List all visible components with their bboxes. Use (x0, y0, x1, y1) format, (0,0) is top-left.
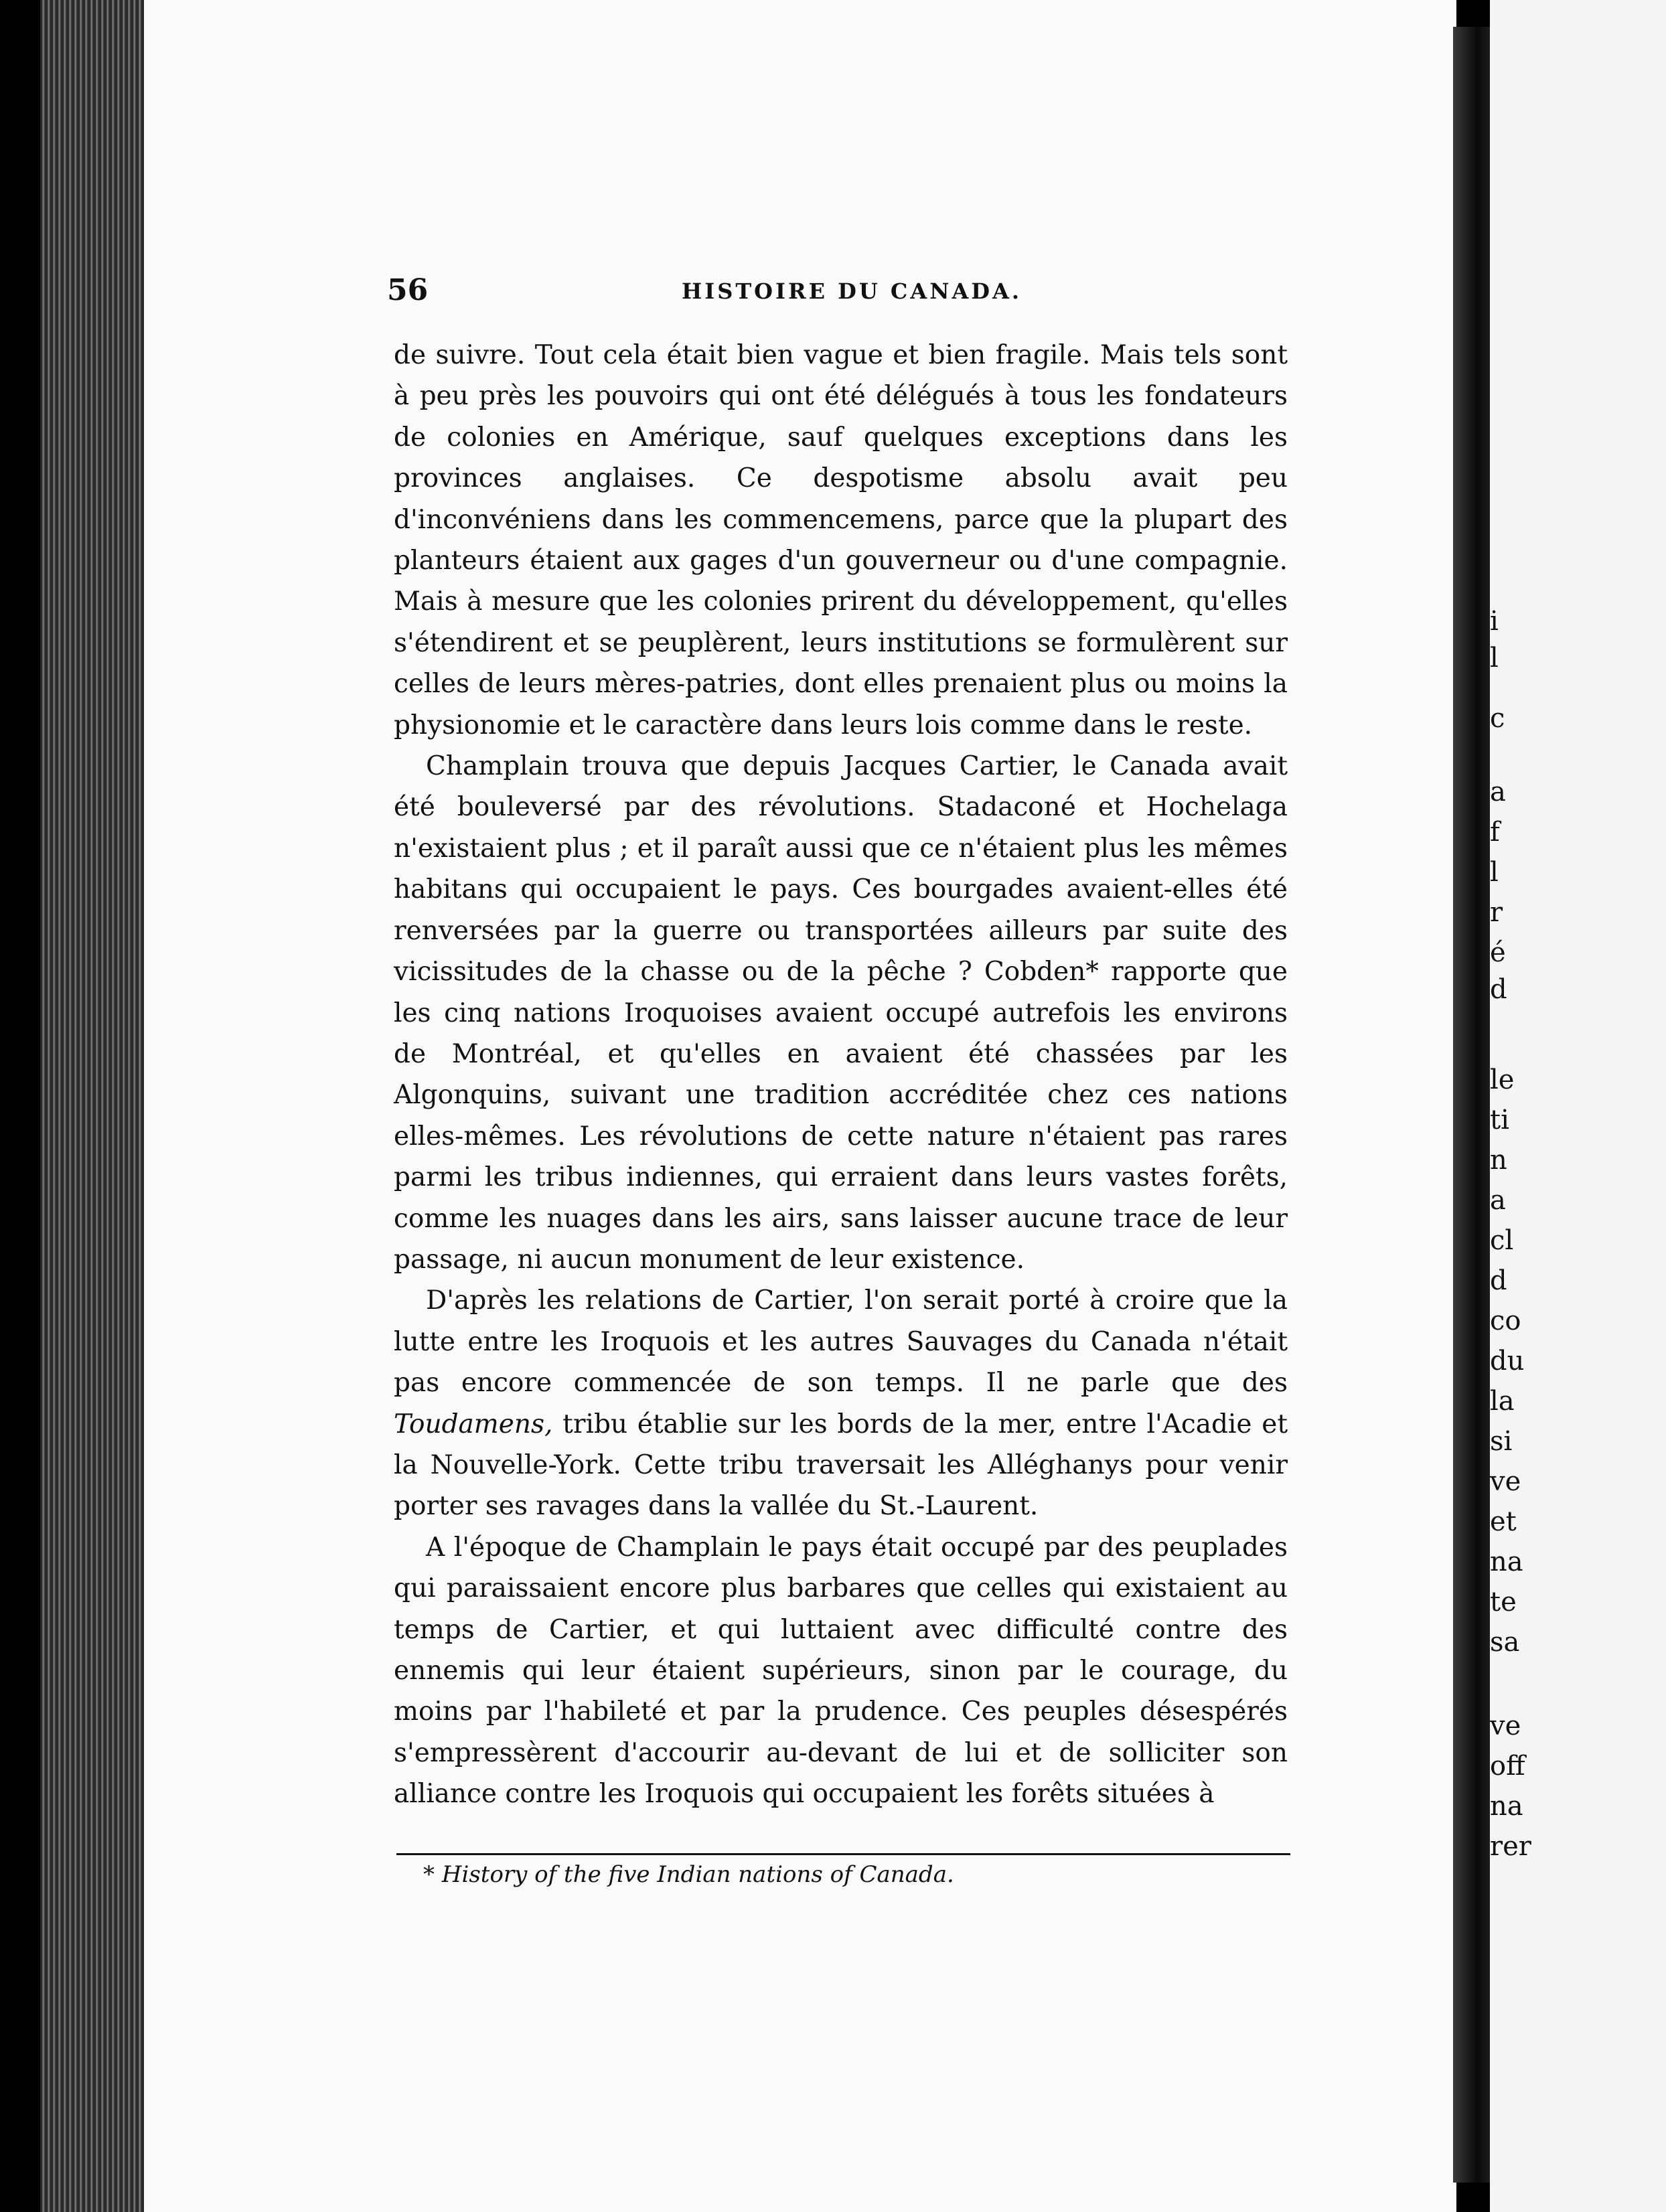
facing-page-fragment: l (1490, 857, 1499, 888)
tribe-name-italic: Toudamens, (394, 1409, 553, 1439)
facing-page-fragment: le (1490, 1064, 1515, 1095)
facing-page-fragment: du (1490, 1346, 1525, 1376)
paragraph-4: A l'époque de Champlain le pays était occupé par des peuplades qui paraissaient encore plus barbares que celles qui existaient au temps de Cartier, et qui luttaient avec difficulté contre des ennemis qui leur étaient supérieurs, sinon par le courage, du moins par l'habileté et par la prudence. Ces peuples désespérés s'empressèrent d'accourir au-devant de lui et de solliciter son alliance contre les Iroquois qui occupaient les forêts situées à (394, 1532, 1288, 1810)
facing-page-fragment: i (1490, 606, 1499, 637)
paragraph-3-start: D'après les relations de Cartier, l'on serait porté à croire que la lutte entre les Iroquois et les autres Sauvages du Canada n'était pas encore commencée de son temps. Il ne parle que des (394, 1285, 1288, 1399)
paragraph-2: Champlain trouva que depuis Jacques Cartier, le Canada avait été bouleversé par des révolutions. Stadaconé et Hochelaga n'existaient plus ; et il paraît aussi que ce n'étaient plus les mêmes habitans qui occupaient le pays. Ces bourgades avaient-elles été renversées par la guerre ou transportées ailleurs par suite des vicissitudes de la chasse ou de la pêche ? Cobden* rapporte que les cinq nations Iroquoises avaient occupé autrefois les environs de Montréal, et qu'elles en avaient été chassées par les Algonquins, suivant une tradition accréditée chez ces nations elles-mêmes. Les révolutions de cette nature n'étaient pas rares parmi les tribus indiennes, qui erraient dans leurs vastes forêts, comme les nuages dans les airs, sans laisser aucune trace de leur passage, ni aucun monument de leur existence. (394, 751, 1288, 1275)
paragraph-3-end: tribu établie sur les bords de la mer, entre l'Acadie et la Nouvelle-York. Cette tribu traversait les Alléghanys pour venir porter ses ravages dans la vallée du St.-Laurent. (394, 1409, 1288, 1522)
facing-page-fragment: si (1490, 1426, 1513, 1457)
facing-page-fragment: é (1490, 937, 1506, 968)
book-gutter (1453, 27, 1493, 2183)
facing-page-fragment: d (1490, 1265, 1507, 1296)
facing-page-fragment: d (1490, 974, 1507, 1005)
facing-page-fragment: c (1490, 703, 1505, 734)
facing-page-fragment: a (1490, 1185, 1506, 1216)
body-text (394, 335, 1288, 1815)
facing-page-fragment: et (1490, 1506, 1517, 1537)
facing-page-fragment: ti (1490, 1105, 1509, 1135)
facing-page-fragment: a (1490, 777, 1506, 807)
facing-page-fragment: na (1490, 1547, 1523, 1577)
facing-page-fragment: sa (1490, 1627, 1520, 1658)
facing-page-fragment: co (1490, 1306, 1521, 1336)
facing-page-fragment: f (1490, 817, 1500, 848)
facing-page-fragment: cl (1490, 1225, 1514, 1256)
facing-page-fragment: off (1490, 1751, 1525, 1782)
facing-page-fragment: te (1490, 1587, 1517, 1617)
footnote: * History of the five Indian nations of Canada. (423, 1861, 954, 1888)
facing-page-fragment: r (1490, 897, 1503, 928)
facing-page-fragment: n (1490, 1145, 1507, 1176)
facing-page-fragment: ve (1490, 1711, 1521, 1741)
facing-page-edge (1490, 0, 1666, 2212)
paragraph-3 (394, 1280, 1288, 1526)
paragraph-1: de suivre. Tout cela était bien vague et bien fragile. Mais tels sont à peu près les pouvoirs qui ont été délégués à tous les fondateurs de colonies en Amérique, sauf quelques exceptions dans les provinces anglaises. Ce despotisme absolu avait peu d'inconvéniens dans les commencemens, parce que la plupart des planteurs étaient aux gages d'un gouverneur ou d'une compagnie. Mais à mesure que les colonies prirent du développement, qu'elles s'étendirent et se peuplèrent, leurs institutions se formulèrent sur celles de leurs mères-patries, dont elles prenaient plus ou moins la physionomie et le caractère dans leurs lois comme dans le reste. (394, 340, 1288, 740)
facing-page-fragment: na (1490, 1791, 1523, 1822)
running-head (387, 273, 1288, 313)
footnote-rule (396, 1853, 1290, 1855)
facing-page-fragment: la (1490, 1386, 1515, 1417)
facing-page-fragment: ve (1490, 1466, 1521, 1497)
facing-page-fragment: rer (1490, 1831, 1531, 1862)
page-number: 56 (387, 273, 429, 307)
page-stack-edges (40, 0, 147, 2212)
facing-page-fragment: l (1490, 643, 1499, 674)
running-title: HISTOIRE DU CANADA. (682, 279, 1022, 304)
